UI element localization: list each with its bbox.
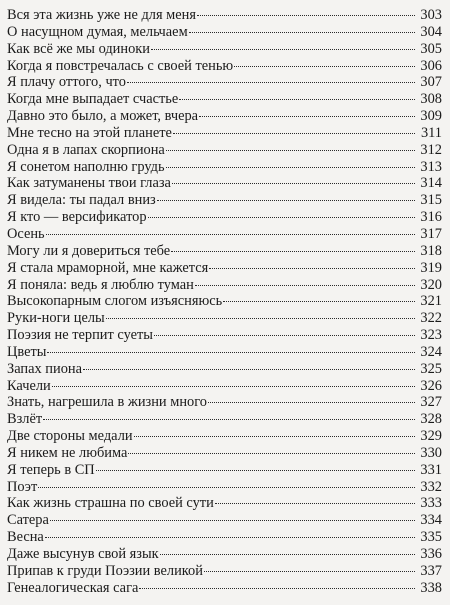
toc-entry-page-number: 324 [420, 343, 442, 360]
toc-entry-title: Как жизнь страшна по своей сути [7, 495, 214, 512]
toc-entry-page-number: 329 [420, 428, 442, 445]
dot-leader [106, 318, 415, 319]
toc-entry-title: Генеалогическая сага [7, 579, 139, 596]
toc-entry-page-number: 326 [420, 377, 442, 394]
toc-entry-title: Две стороны медали [7, 428, 133, 445]
dot-leader [134, 436, 415, 437]
toc-entry-title: Вся эта жизнь уже не для меня [7, 7, 196, 23]
toc-entry-page-number: 317 [420, 225, 442, 242]
dot-leader [50, 520, 415, 521]
toc-entry-title: Давно это было, а может, вчера [7, 108, 199, 125]
toc-entry-title: Даже высунув свой язык [7, 546, 159, 562]
toc-entry-title: Я теперь в СП [7, 461, 95, 478]
toc-entry-title: Я никем не любима [7, 444, 128, 461]
toc-entry-page-number: 336 [420, 546, 442, 562]
toc-entry-page-number: 319 [420, 259, 442, 276]
toc-entry-title: Я сонетом наполню грудь [7, 158, 165, 175]
toc-entry-title: Я кто — версификатор [7, 209, 147, 226]
toc-entry-page-number: 309 [420, 108, 442, 125]
toc-entry-page-number: 318 [420, 242, 442, 259]
toc-entry [7, 580, 442, 597]
toc-entry [7, 361, 442, 378]
dot-leader [209, 268, 415, 269]
toc-entry [7, 24, 442, 41]
toc-entry [7, 91, 442, 108]
toc-entry-title: Когда я повстречалась с своей тенью [7, 57, 234, 74]
toc-entry-page-number: 303 [420, 7, 442, 23]
toc-entry-page-number: 338 [420, 579, 442, 596]
toc-entry [7, 310, 442, 327]
toc-entry-page-number: 325 [420, 360, 442, 377]
toc-entry-page-number: 304 [420, 23, 442, 40]
dot-leader [96, 470, 415, 471]
toc-entry-page-number: 314 [420, 175, 442, 192]
toc-entry [7, 378, 442, 395]
dot-leader [46, 234, 415, 235]
toc-entry [7, 479, 442, 496]
toc-entry-title: Поэт [7, 478, 38, 495]
dot-leader [204, 571, 415, 572]
dot-leader [160, 554, 415, 555]
toc-entry [7, 529, 442, 546]
dot-leader [139, 588, 415, 589]
toc-entry-page-number: 323 [420, 327, 442, 344]
toc-entry-page-number: 307 [420, 74, 442, 91]
toc-entry [7, 192, 442, 209]
toc-entry [7, 293, 442, 310]
dot-leader [38, 487, 415, 488]
toc-entry-page-number: 306 [420, 57, 442, 74]
toc-entry-title: Когда мне выпадает счастье [7, 91, 179, 108]
toc-entry [7, 411, 442, 428]
dot-leader [47, 352, 415, 353]
toc-entry-title: Руки-ноги целы [7, 310, 105, 327]
toc-entry-page-number: 335 [420, 529, 442, 546]
toc-entry-title: Я стала мраморной, мне кажется [7, 259, 209, 276]
toc-entry-title: Поэзия не терпит суеты [7, 327, 153, 344]
toc-entry-page-number: 327 [420, 394, 442, 411]
toc-entry [7, 277, 442, 294]
dot-leader [43, 419, 415, 420]
dot-leader [179, 99, 415, 100]
toc-entry-page-number: 305 [420, 40, 442, 57]
toc-entry-page-number: 328 [420, 411, 442, 428]
toc-entry [7, 546, 442, 563]
toc-entry [7, 512, 442, 529]
toc-entry-page-number: 313 [420, 158, 442, 175]
toc-entry-page-number: 311 [420, 124, 442, 141]
dot-leader [195, 285, 415, 286]
dot-leader [127, 82, 415, 83]
toc-entry-title: Весна [7, 529, 44, 546]
toc-entry [7, 159, 442, 176]
toc-entry [7, 7, 442, 24]
toc-entry [7, 462, 442, 479]
toc-entry-title: Взлёт [7, 411, 43, 428]
dot-leader [208, 402, 415, 403]
dot-leader [171, 251, 415, 252]
dot-leader [166, 167, 415, 168]
toc-entry [7, 563, 442, 580]
toc-entry-title: Я поняла: ведь я люблю туман [7, 276, 194, 293]
toc-entry-title: Осень [7, 225, 45, 242]
dot-leader [45, 537, 415, 538]
toc-entry-page-number: 320 [420, 276, 442, 293]
toc-entry-title: Запах пиона [7, 360, 82, 377]
dot-leader [128, 453, 415, 454]
toc-entry-title: Как всё же мы одиноки [7, 40, 150, 57]
toc-entry [7, 495, 442, 512]
toc-entry-page-number: 330 [420, 444, 442, 461]
toc-entry-title: Качели [7, 377, 51, 394]
dot-leader [157, 200, 415, 201]
table-of-contents [7, 7, 442, 597]
dot-leader [83, 369, 415, 370]
dot-leader [173, 133, 415, 134]
toc-entry-title: Знать, нагрешила в жизни много [7, 394, 207, 411]
toc-entry-page-number: 312 [420, 141, 442, 158]
toc-entry-title: Мне тесно на этой планете [7, 124, 172, 141]
toc-entry [7, 142, 442, 159]
dot-leader [197, 15, 415, 16]
toc-entry [7, 226, 442, 243]
dot-leader [215, 503, 415, 504]
toc-entry [7, 327, 442, 344]
toc-entry-title: Сатера [7, 512, 49, 529]
toc-entry [7, 74, 442, 91]
dot-leader [154, 335, 415, 336]
toc-entry [7, 243, 442, 260]
toc-entry-title: О насущном думая, мельчаем [7, 23, 188, 40]
toc-entry [7, 125, 442, 142]
toc-entry [7, 41, 442, 58]
toc-entry-title: Я видела: ты падал вниз [7, 192, 156, 209]
toc-entry-title: Припав к груди Поэзии великой [7, 562, 203, 579]
toc-entry-page-number: 337 [420, 562, 442, 579]
dot-leader [151, 49, 415, 50]
dot-leader [166, 150, 415, 151]
toc-entry [7, 260, 442, 277]
toc-entry [7, 394, 442, 411]
dot-leader [199, 116, 415, 117]
toc-entry-page-number: 316 [420, 209, 442, 226]
toc-entry-page-number: 331 [420, 461, 442, 478]
toc-entry-page-number: 333 [420, 495, 442, 512]
dot-leader [148, 217, 415, 218]
dot-leader [52, 386, 415, 387]
toc-entry [7, 175, 442, 192]
dot-leader [234, 66, 415, 67]
toc-entry [7, 445, 442, 462]
toc-entry-title: Одна я в лапах скорпиона [7, 141, 165, 158]
toc-entry-title: Цветы [7, 343, 47, 360]
dot-leader [189, 32, 415, 33]
toc-entry-page-number: 315 [420, 192, 442, 209]
toc-entry-page-number: 308 [420, 91, 442, 108]
toc-entry [7, 209, 442, 226]
dot-leader [172, 183, 415, 184]
toc-entry [7, 428, 442, 445]
toc-entry-page-number: 322 [420, 310, 442, 327]
toc-entry-title: Высокопарным слогом изъясняюсь [7, 293, 223, 310]
toc-entry-title: Могу ли я довериться тебе [7, 242, 171, 259]
toc-entry-page-number: 321 [420, 293, 442, 310]
toc-entry [7, 344, 442, 361]
toc-entry [7, 108, 442, 125]
toc-entry [7, 58, 442, 75]
toc-entry-title: Я плачу оттого, что [7, 74, 126, 91]
toc-entry-page-number: 334 [420, 512, 442, 529]
toc-entry-page-number: 332 [420, 478, 442, 495]
toc-entry-title: Как затуманены твои глаза [7, 175, 171, 192]
dot-leader [223, 301, 415, 302]
